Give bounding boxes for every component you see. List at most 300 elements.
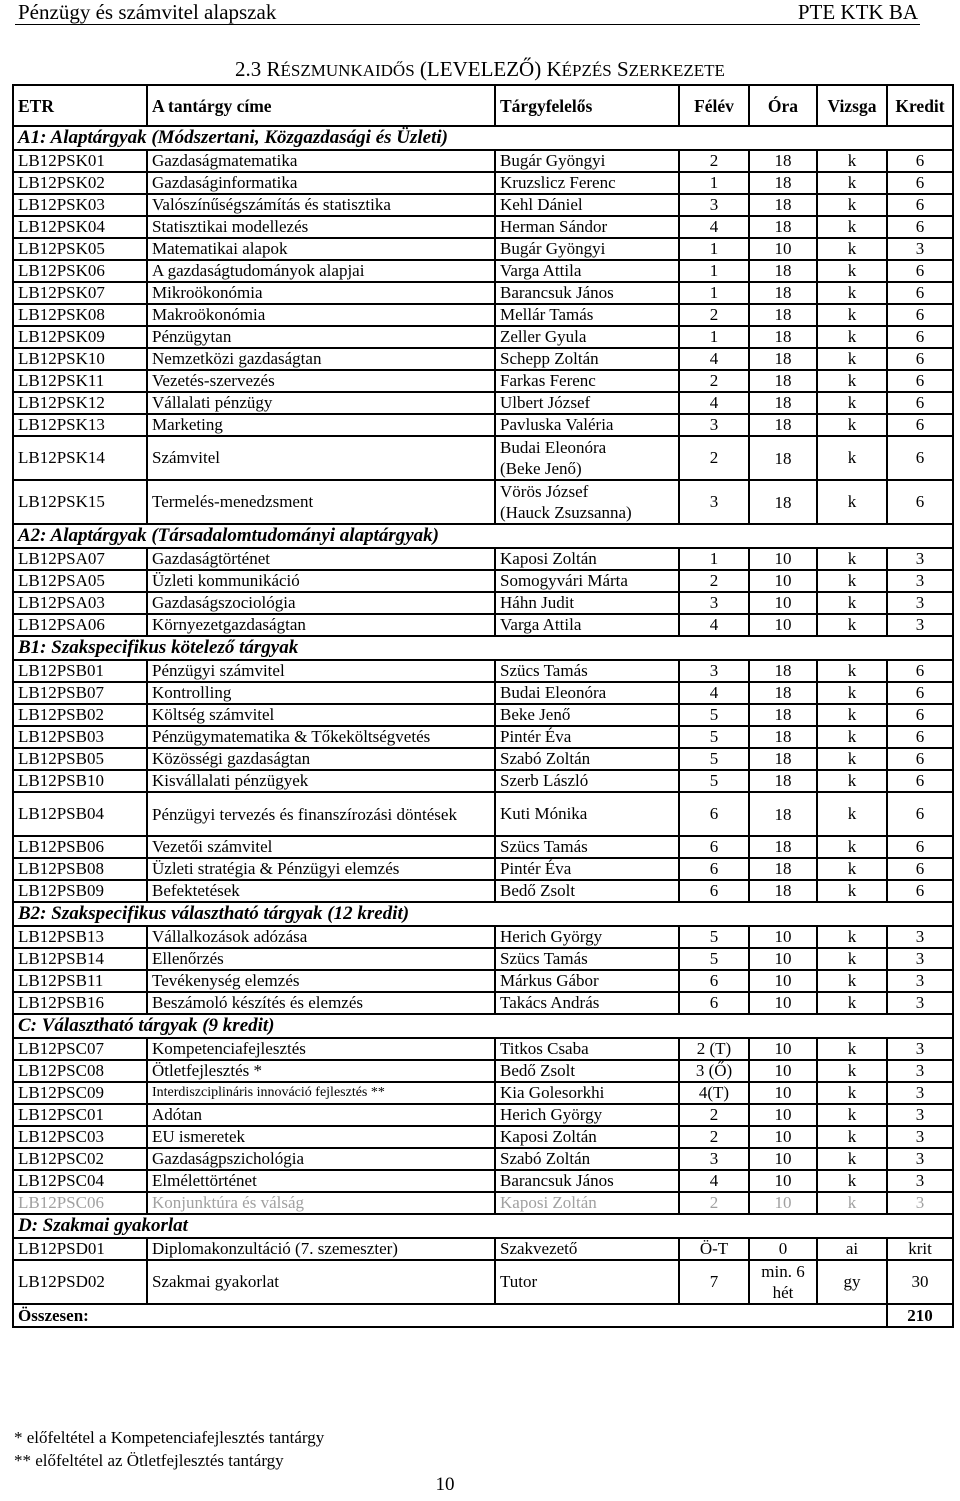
- course-credit: 3: [887, 992, 953, 1014]
- course-name: Kontrolling: [147, 682, 495, 704]
- course-code: LB12PSC03: [13, 1126, 147, 1148]
- course-name: Ellenőrzés: [147, 948, 495, 970]
- course-semester: 1: [679, 326, 749, 348]
- table-row: [13, 282, 953, 304]
- course-exam: k: [817, 238, 887, 260]
- course-teacher: Herich György: [495, 1104, 679, 1126]
- course-semester: 5: [679, 926, 749, 948]
- course-exam: k: [817, 304, 887, 326]
- course-teacher: Kuti Mónika: [495, 792, 679, 836]
- col-header-semester: Félév: [679, 85, 749, 126]
- section-row: [13, 524, 953, 548]
- table-row: [13, 1260, 953, 1304]
- course-hours: 10: [749, 1192, 817, 1214]
- course-hours: 18: [749, 348, 817, 370]
- course-hours: 18: [749, 392, 817, 414]
- course-credit: 6: [887, 370, 953, 392]
- course-code: LB12PSK06: [13, 260, 147, 282]
- course-exam: k: [817, 660, 887, 682]
- course-hours: 10: [749, 238, 817, 260]
- course-hours: 10: [749, 1082, 817, 1104]
- section-row: [13, 1014, 953, 1038]
- course-teacher: Kaposi Zoltán: [495, 548, 679, 570]
- course-code: LB12PSC07: [13, 1038, 147, 1060]
- course-credit: 6: [887, 194, 953, 216]
- section-row: [13, 902, 953, 926]
- table-row: [13, 436, 953, 480]
- course-credit: 3: [887, 1192, 953, 1214]
- course-code: LB12PSK04: [13, 216, 147, 238]
- course-exam: k: [817, 748, 887, 770]
- course-credit: 3: [887, 592, 953, 614]
- course-credit: 6: [887, 260, 953, 282]
- course-hours: 10: [749, 1170, 817, 1192]
- course-name: Üzleti stratégia & Pénzügyi elemzés: [147, 858, 495, 880]
- course-credit: 3: [887, 1060, 953, 1082]
- course-credit: 3: [887, 1126, 953, 1148]
- course-semester: 6: [679, 992, 749, 1014]
- course-teacher: Farkas Ferenc: [495, 370, 679, 392]
- course-teacher: Schepp Zoltán: [495, 348, 679, 370]
- course-name: Vezetés-szervezés: [147, 370, 495, 392]
- course-code: LB12PSC08: [13, 1060, 147, 1082]
- course-teacher: [495, 480, 679, 524]
- course-code: LB12PSC09: [13, 1082, 147, 1104]
- course-code: LB12PSB01: [13, 660, 147, 682]
- course-teacher: Pintér Éva: [495, 726, 679, 748]
- course-teacher: Beke Jenő: [495, 704, 679, 726]
- table-row: [13, 770, 953, 792]
- table-row: [13, 480, 953, 524]
- course-semester: 7: [679, 1260, 749, 1304]
- course-name: Befektetések: [147, 880, 495, 902]
- course-code: LB12PSB05: [13, 748, 147, 770]
- table-row: [13, 238, 953, 260]
- course-teacher: Bugár Gyöngyi: [495, 150, 679, 172]
- footnotes: [14, 1426, 324, 1472]
- course-hours: 18: [749, 726, 817, 748]
- course-semester: 1: [679, 172, 749, 194]
- course-teacher: Kaposi Zoltán: [495, 1126, 679, 1148]
- table-row: [13, 682, 953, 704]
- table-row: [13, 592, 953, 614]
- col-header-etr: ETR: [13, 85, 147, 126]
- course-hours: 18: [749, 660, 817, 682]
- course-semester: 2: [679, 436, 749, 480]
- course-exam: k: [817, 1038, 887, 1060]
- course-hours: 10: [749, 926, 817, 948]
- course-name: Mikroökonómia: [147, 282, 495, 304]
- course-teacher: Szücs Tamás: [495, 836, 679, 858]
- course-semester: 2: [679, 1104, 749, 1126]
- course-teacher: Szerb László: [495, 770, 679, 792]
- course-name: Pénzügytan: [147, 326, 495, 348]
- course-semester: 5: [679, 948, 749, 970]
- course-semester: 2: [679, 1192, 749, 1214]
- course-teacher: Pavluska Valéria: [495, 414, 679, 436]
- course-code: LB12PSC04: [13, 1170, 147, 1192]
- table-row: [13, 1038, 953, 1060]
- course-semester: 4: [679, 682, 749, 704]
- course-credit: 3: [887, 238, 953, 260]
- course-code: LB12PSC06: [13, 1192, 147, 1214]
- course-code: LB12PSK02: [13, 172, 147, 194]
- course-name: Gazdaságpszichológia: [147, 1148, 495, 1170]
- course-code: LB12PSB09: [13, 880, 147, 902]
- course-semester: 6: [679, 836, 749, 858]
- teacher-secondary: (Beke Jenő): [500, 459, 582, 478]
- course-exam: k: [817, 858, 887, 880]
- title-initial-1: R: [266, 57, 281, 81]
- course-credit: 6: [887, 392, 953, 414]
- course-hours: 18: [749, 880, 817, 902]
- course-code: LB12PSK03: [13, 194, 147, 216]
- title-initial-3: S: [616, 57, 629, 81]
- course-code: LB12PSA06: [13, 614, 147, 636]
- course-semester: 6: [679, 858, 749, 880]
- course-hours: 10: [749, 548, 817, 570]
- course-exam: k: [817, 1126, 887, 1148]
- course-semester: 3: [679, 592, 749, 614]
- course-code: LB12PSB13: [13, 926, 147, 948]
- course-semester: 4: [679, 216, 749, 238]
- course-hours: 18: [749, 150, 817, 172]
- course-teacher: Herman Sándor: [495, 216, 679, 238]
- course-code: LB12PSB06: [13, 836, 147, 858]
- course-credit: 3: [887, 570, 953, 592]
- table-row: [13, 926, 953, 948]
- course-code: LB12PSD02: [13, 1260, 147, 1304]
- table-row: [13, 1104, 953, 1126]
- course-code: LB12PSB02: [13, 704, 147, 726]
- course-hours: 18: [749, 194, 817, 216]
- section-heading: B2: Szakspecifikus választható tárgyak (12 kredit): [13, 902, 953, 926]
- course-hours: 18: [749, 260, 817, 282]
- course-name: Gazdaságszociológia: [147, 592, 495, 614]
- course-exam: k: [817, 1104, 887, 1126]
- course-exam: k: [817, 614, 887, 636]
- course-hours: 18: [749, 370, 817, 392]
- header-left-title: Pénzügy és számvitel alapszak: [18, 0, 277, 24]
- course-credit: 6: [887, 436, 953, 480]
- table-row: [13, 970, 953, 992]
- course-semester: 3: [679, 414, 749, 436]
- course-teacher: Márkus Gábor: [495, 970, 679, 992]
- course-hours: 10: [749, 592, 817, 614]
- course-name: Pénzügyi számvitel: [147, 660, 495, 682]
- course-teacher: Kruzslicz Ferenc: [495, 172, 679, 194]
- course-teacher: Szabó Zoltán: [495, 1148, 679, 1170]
- header-rule: [15, 24, 920, 25]
- course-teacher: Ulbert József: [495, 392, 679, 414]
- teacher-primary: Vörös József: [500, 482, 589, 501]
- course-name: Gazdaságtörténet: [147, 548, 495, 570]
- course-name: Kompetenciafejlesztés: [147, 1038, 495, 1060]
- course-semester: 4(T): [679, 1082, 749, 1104]
- course-name: Gazdaságmatematika: [147, 150, 495, 172]
- course-name: Költség számvitel: [147, 704, 495, 726]
- course-semester: 3: [679, 194, 749, 216]
- course-hours: 10: [749, 948, 817, 970]
- course-name: Közösségi gazdaságtan: [147, 748, 495, 770]
- course-code: LB12PSB16: [13, 992, 147, 1014]
- course-name: Diplomakonzultáció (7. szemeszter): [147, 1238, 495, 1260]
- course-semester: 1: [679, 238, 749, 260]
- course-credit: 3: [887, 1148, 953, 1170]
- course-name: Termelés-menedzsment: [147, 480, 495, 524]
- course-name: Vállalkozások adózása: [147, 926, 495, 948]
- course-exam: k: [817, 1192, 887, 1214]
- course-credit: 3: [887, 1082, 953, 1104]
- course-name: Matematikai alapok: [147, 238, 495, 260]
- table-row: [13, 1192, 953, 1214]
- course-name: Környezetgazdaságtan: [147, 614, 495, 636]
- course-code: LB12PSK08: [13, 304, 147, 326]
- table-row: [13, 614, 953, 636]
- table-row: [13, 304, 953, 326]
- section-row: [13, 636, 953, 660]
- course-teacher: Háhn Judit: [495, 592, 679, 614]
- section-row: [13, 1214, 953, 1238]
- course-exam: k: [817, 392, 887, 414]
- course-exam: k: [817, 570, 887, 592]
- course-exam: k: [817, 548, 887, 570]
- course-teacher: Szücs Tamás: [495, 948, 679, 970]
- course-teacher: Bedő Zsolt: [495, 880, 679, 902]
- course-exam: k: [817, 1082, 887, 1104]
- course-name: Tevékenység elemzés: [147, 970, 495, 992]
- course-hours: 18: [749, 682, 817, 704]
- title-word-2: ÉPZÉS: [561, 61, 612, 80]
- course-hours: 18: [749, 436, 817, 480]
- course-semester: 4: [679, 1170, 749, 1192]
- course-hours: 10: [749, 1060, 817, 1082]
- course-hours: 18: [749, 858, 817, 880]
- course-teacher: Kia Golesorkhi: [495, 1082, 679, 1104]
- course-teacher: Bedő Zsolt: [495, 1060, 679, 1082]
- course-code: LB12PSB03: [13, 726, 147, 748]
- table-row: [13, 836, 953, 858]
- course-credit: 6: [887, 282, 953, 304]
- table-row: [13, 1060, 953, 1082]
- section-heading: A2: Alaptárgyak (Társadalomtudományi alaptárgyak): [13, 524, 953, 548]
- page-header: [0, 0, 960, 26]
- section-heading: B1: Szakspecifikus kötelező tárgyak: [13, 636, 953, 660]
- table-row: [13, 326, 953, 348]
- course-credit: 6: [887, 858, 953, 880]
- course-exam: k: [817, 260, 887, 282]
- course-code: LB12PSK13: [13, 414, 147, 436]
- course-name: Statisztikai modellezés: [147, 216, 495, 238]
- table-row: [13, 370, 953, 392]
- course-semester: 4: [679, 614, 749, 636]
- course-exam: k: [817, 948, 887, 970]
- course-exam: k: [817, 194, 887, 216]
- course-exam: k: [817, 480, 887, 524]
- course-hours: 10: [749, 1038, 817, 1060]
- course-exam: k: [817, 216, 887, 238]
- course-semester: 3: [679, 660, 749, 682]
- course-semester: 4: [679, 348, 749, 370]
- course-exam: k: [817, 348, 887, 370]
- course-semester: 6: [679, 880, 749, 902]
- course-hours: 18: [749, 480, 817, 524]
- course-code: LB12PSK07: [13, 282, 147, 304]
- course-credit: 6: [887, 748, 953, 770]
- table-row: [13, 548, 953, 570]
- course-semester: 3: [679, 1148, 749, 1170]
- title-word-3: ZERKEZETE: [628, 61, 725, 80]
- course-semester: 3 (Ő): [679, 1060, 749, 1082]
- section-title: [0, 57, 960, 82]
- course-exam: k: [817, 926, 887, 948]
- course-semester: 2: [679, 1126, 749, 1148]
- course-exam: k: [817, 370, 887, 392]
- course-hours: 18: [749, 326, 817, 348]
- course-name: Makroökonómia: [147, 304, 495, 326]
- course-exam: k: [817, 172, 887, 194]
- course-semester: 6: [679, 792, 749, 836]
- course-credit: 3: [887, 1170, 953, 1192]
- table-row: [13, 260, 953, 282]
- course-exam: k: [817, 1060, 887, 1082]
- total-row: [13, 1304, 953, 1327]
- course-exam: ai: [817, 1238, 887, 1260]
- table-row: [13, 216, 953, 238]
- course-credit: 6: [887, 704, 953, 726]
- course-credit: krit: [887, 1238, 953, 1260]
- course-name: EU ismeretek: [147, 1126, 495, 1148]
- course-exam: k: [817, 150, 887, 172]
- course-exam: k: [817, 1170, 887, 1192]
- table-row: [13, 172, 953, 194]
- course-code: LB12PSB14: [13, 948, 147, 970]
- col-header-course: A tantárgy címe: [147, 85, 495, 126]
- course-code: LB12PSA05: [13, 570, 147, 592]
- table-row: [13, 150, 953, 172]
- course-teacher: Tutor: [495, 1260, 679, 1304]
- course-teacher: Szücs Tamás: [495, 660, 679, 682]
- course-semester: 5: [679, 748, 749, 770]
- course-credit: 3: [887, 948, 953, 970]
- course-credit: 6: [887, 880, 953, 902]
- course-hours: min. 6 hét: [749, 1260, 817, 1304]
- course-name: Beszámoló készítés és elemzés: [147, 992, 495, 1014]
- table-row: [13, 880, 953, 902]
- course-code: LB12PSK09: [13, 326, 147, 348]
- course-exam: k: [817, 970, 887, 992]
- course-name: Vezetői számvitel: [147, 836, 495, 858]
- course-credit: 6: [887, 836, 953, 858]
- course-teacher: Budai Eleonóra: [495, 682, 679, 704]
- course-exam: k: [817, 282, 887, 304]
- curriculum-table-wrapper: [12, 84, 952, 1328]
- teacher-secondary: (Hauck Zsuzsanna): [500, 503, 632, 522]
- course-teacher: Somogyvári Márta: [495, 570, 679, 592]
- course-semester: 5: [679, 726, 749, 748]
- course-teacher: Takács András: [495, 992, 679, 1014]
- course-name: Elmélettörténet: [147, 1170, 495, 1192]
- course-teacher: Bugár Gyöngyi: [495, 238, 679, 260]
- course-credit: 6: [887, 304, 953, 326]
- course-credit: 6: [887, 414, 953, 436]
- course-name: Üzleti kommunikáció: [147, 570, 495, 592]
- course-exam: k: [817, 682, 887, 704]
- course-exam: k: [817, 726, 887, 748]
- course-teacher: Mellár Tamás: [495, 304, 679, 326]
- course-semester: 5: [679, 770, 749, 792]
- col-header-teacher: Tárgyfelelős: [495, 85, 679, 126]
- course-credit: 3: [887, 614, 953, 636]
- course-teacher: Barancsuk János: [495, 282, 679, 304]
- course-semester: 1: [679, 282, 749, 304]
- course-credit: 30: [887, 1260, 953, 1304]
- course-credit: 6: [887, 326, 953, 348]
- course-code: LB12PSK15: [13, 480, 147, 524]
- course-exam: k: [817, 880, 887, 902]
- course-semester: Ö-T: [679, 1238, 749, 1260]
- col-header-credit: Kredit: [887, 85, 953, 126]
- course-credit: 3: [887, 1038, 953, 1060]
- course-code: LB12PSK14: [13, 436, 147, 480]
- course-hours: 18: [749, 836, 817, 858]
- course-code: LB12PSA03: [13, 592, 147, 614]
- table-row: [13, 570, 953, 592]
- total-value: 210: [887, 1304, 953, 1327]
- course-name: Adótan: [147, 1104, 495, 1126]
- course-hours: 18: [749, 704, 817, 726]
- course-hours: 10: [749, 970, 817, 992]
- course-exam: k: [817, 704, 887, 726]
- course-hours: 18: [749, 282, 817, 304]
- course-credit: 6: [887, 172, 953, 194]
- course-hours: 18: [749, 748, 817, 770]
- course-name: Interdiszciplináris innováció fejlesztés **: [147, 1082, 495, 1104]
- table-row: [13, 1148, 953, 1170]
- course-hours: 0: [749, 1238, 817, 1260]
- footnote-1: * előfeltétel a Kompetenciafejlesztés tantárgy: [14, 1428, 325, 1447]
- course-exam: k: [817, 992, 887, 1014]
- course-name: Nemzetközi gazdaságtan: [147, 348, 495, 370]
- course-teacher: Titkos Csaba: [495, 1038, 679, 1060]
- table-row: [13, 1170, 953, 1192]
- course-name: Kisvállalati pénzügyek: [147, 770, 495, 792]
- course-code: LB12PSK11: [13, 370, 147, 392]
- title-word-1: ÉSZMUNKAIDŐS: [280, 61, 415, 80]
- course-code: LB12PSK10: [13, 348, 147, 370]
- course-name: Gazdaságinformatika: [147, 172, 495, 194]
- course-hours: 18: [749, 172, 817, 194]
- course-name: Pénzügyi tervezés és finanszírozási döntések: [147, 792, 495, 836]
- course-credit: 6: [887, 150, 953, 172]
- table-body: [13, 126, 953, 1327]
- table-row: [13, 858, 953, 880]
- course-hours: 10: [749, 570, 817, 592]
- course-exam: k: [817, 836, 887, 858]
- table-header-row: [13, 85, 953, 126]
- table-row: [13, 348, 953, 370]
- course-code: LB12PSK01: [13, 150, 147, 172]
- course-hours: 10: [749, 992, 817, 1014]
- table-row: [13, 414, 953, 436]
- course-exam: k: [817, 792, 887, 836]
- course-exam: k: [817, 770, 887, 792]
- course-code: LB12PSB08: [13, 858, 147, 880]
- course-hours: 18: [749, 304, 817, 326]
- course-semester: 2: [679, 304, 749, 326]
- header-right-title: PTE KTK BA: [797, 0, 918, 24]
- course-hours: 18: [749, 792, 817, 836]
